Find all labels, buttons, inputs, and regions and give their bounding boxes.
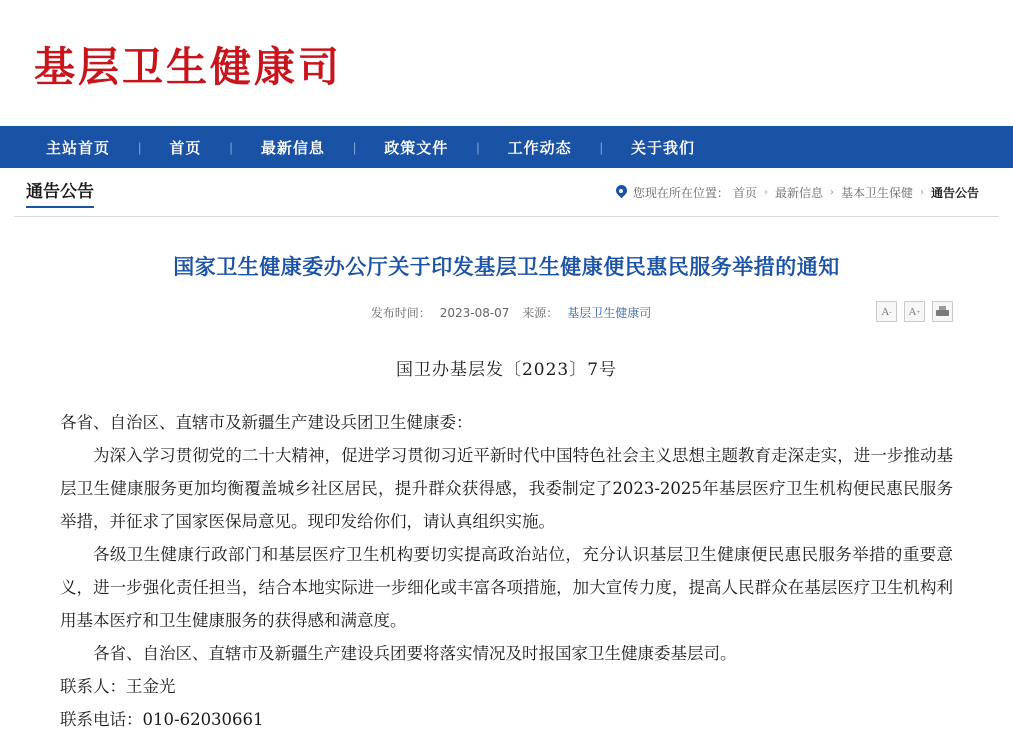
source-name: 基层卫生健康司 (567, 306, 652, 321)
breadcrumb (616, 184, 979, 201)
font-increase-button[interactable] (904, 301, 925, 322)
breadcrumb-strip (0, 168, 1013, 216)
article-paragraph: 各省、自治区、直辖市及新疆生产建设兵团要将落实情况及时报国家卫生健康委基层司。 (93, 644, 737, 664)
article-paragraph: 各省、自治区、直辖市及新疆生产建设兵团卫生健康委： (60, 413, 473, 433)
publish-time-label: 发布时间： (370, 306, 431, 321)
nav-separator: | (476, 139, 480, 155)
chevron-right-icon: › (919, 186, 924, 198)
font-decrease-button[interactable] (876, 301, 897, 322)
publish-date: 2023-08-07 (439, 306, 510, 321)
font-increase-letter: A (908, 305, 917, 318)
location-pin-icon (616, 185, 627, 199)
page-title: 国家卫生健康委办公厅关于印发基层卫生健康便民惠民服务举措的通知 (173, 255, 840, 279)
article-contact-phone: 联系电话：010-62030661 (60, 710, 264, 730)
font-decrease-sign: - (889, 307, 892, 316)
site-header (0, 0, 1013, 126)
article-container (14, 216, 999, 746)
breadcrumb-location-label: 您现在所在位置： (632, 185, 729, 200)
channel-title: 通告公告 (26, 177, 94, 208)
printer-icon (936, 306, 949, 317)
nav-item-main-site-home[interactable]: 主站首页 (46, 138, 111, 157)
nav-item-about-us[interactable]: 关于我们 (631, 138, 696, 157)
nav-item-home[interactable]: 首页 (169, 138, 202, 157)
print-button[interactable] (932, 301, 953, 322)
font-decrease-letter: A (881, 305, 890, 318)
nav-separator: | (229, 139, 233, 155)
nav-separator: | (138, 139, 142, 155)
article-paragraph: 为深入学习贯彻党的二十大精神，促进学习贯彻习近平新时代中国特色社会主义思想主题教育走深走实，进一步推动基层卫生健康服务更加均衡覆盖城乡社区居民，提升群众获得感，我委制定了2023-2025年基层医疗卫生机构便民惠民服务举措，并征求了国家医保局意见。现印发给你们，请认真组织实施。 (60, 446, 953, 532)
chevron-right-icon: › (829, 186, 834, 198)
breadcrumb-item-basic-health-care[interactable]: 基本卫生保健 (840, 185, 913, 200)
nav-item-policy-documents[interactable]: 政策文件 (384, 138, 449, 157)
nav-separator: | (352, 139, 357, 155)
font-increase-sign: + (916, 307, 921, 316)
breadcrumb-item-home[interactable]: 首页 (732, 185, 757, 200)
article-body (60, 406, 953, 736)
article-meta (60, 304, 953, 321)
main-navigation (0, 126, 1013, 168)
site-logo-title: 基层卫生健康司 (34, 42, 342, 91)
nav-item-latest-info[interactable]: 最新信息 (260, 138, 325, 157)
chevron-right-icon: › (763, 186, 768, 198)
breadcrumb-item-latest-info[interactable]: 最新信息 (774, 185, 823, 200)
article-tools (876, 301, 953, 322)
nav-separator: | (599, 139, 604, 155)
nav-item-work-updates[interactable]: 工作动态 (507, 138, 572, 157)
article-paragraph: 各级卫生健康行政部门和基层医疗卫生机构要切实提高政治站位，充分认识基层卫生健康便民惠民服务举措的重要意义，进一步强化责任担当，结合本地实际进一步细化或丰富各项措施，加大宣传力度，提高人民群众在基层医疗卫生机构利用基本医疗和卫生健康服务的获得感和满意度。 (60, 545, 953, 631)
document-number: 国卫办基层发〔2023〕7号 (395, 360, 618, 381)
source-label: 来源： (522, 306, 559, 321)
article-contact-person: 联系人：王金光 (60, 677, 176, 697)
breadcrumb-item-current: 通告公告 (930, 185, 979, 200)
